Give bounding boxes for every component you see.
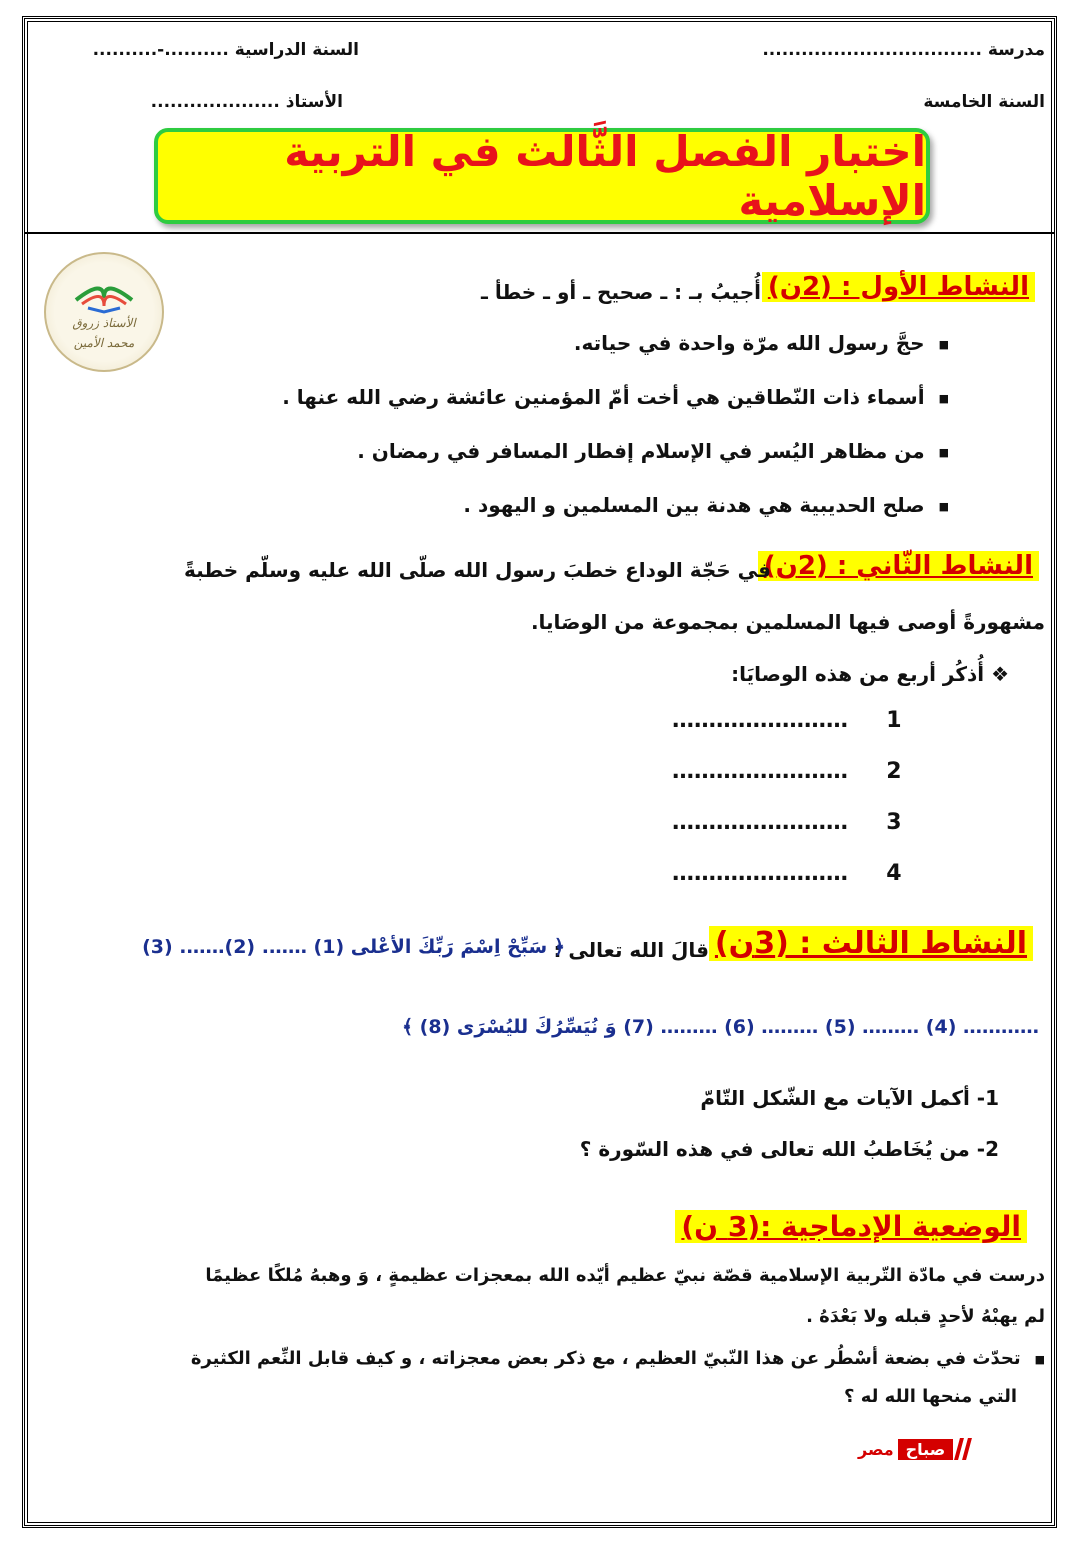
brand-country: مصر <box>858 1439 894 1459</box>
brand-name: صباح <box>898 1439 954 1460</box>
activity1-item: ■ حجَّ رسول الله مرّة واحدة في حياته. <box>574 331 949 355</box>
verse-line-2: ………… (4) ……… (5) ……… (6) ……… (7) وَ نُيَسِّرُكَ لليُسْرَى (8) ﴾ <box>401 1016 1039 1038</box>
answer-line-3: …………………… 3 <box>672 810 902 835</box>
activity2-text-line1: في حَجّة الوداع خطبَ رسول الله صلّى الله عليه وسلّم خطبةً <box>183 558 771 582</box>
exam-title: اختبار الفصل الثَّالث في التربية الإسلامية <box>284 127 926 225</box>
book-icon <box>46 260 162 320</box>
logo-line1: الأستاذ زروق <box>72 316 136 330</box>
answer-line-1: …………………… 1 <box>672 708 902 733</box>
school-field: مدرسة .................................. <box>762 40 1045 60</box>
brand-watermark <box>858 1436 969 1462</box>
activity1-heading: النشاط الأول : (2ن) <box>762 272 1035 302</box>
verse-line-1: ﴿ سَبِّحْ اِسْمَ رَبِّكَ الأعْلى (1) ……. (2)……. (3) <box>142 936 565 958</box>
integration-text-line1: درست في مادّة التّربية الإسلامية قصّة نبيّ عظيم أيّده الله بمعجزات عظيمةٍ ، وَ وهبهُ مُلكًا عظيمًا <box>205 1265 1045 1286</box>
activity2-text-line2: مشهورةً أوصى فيها المسلمين بمجموعة من الوصَايا. <box>530 610 1045 634</box>
grade-label: السنة الخامسة <box>923 92 1045 112</box>
header-divider <box>25 232 1054 234</box>
answer-line-4: …………………… 4 <box>672 861 902 886</box>
activity1-item: ■ من مظاهر اليُسر في الإسلام إفطار المسافر في رمضان . <box>357 439 949 463</box>
integration-text-line2: لم يهبْهُ لأحدٍ قبله ولا بَعْدَهُ . <box>806 1306 1045 1327</box>
activity3-question: 2- من يُخَاطبُ الله تعالى في هذه السّورة ؟ <box>579 1137 999 1161</box>
activity2-heading: النشاط الثّاني : (2ن) <box>758 551 1039 581</box>
exam-title-box <box>154 128 930 224</box>
activity1-item: ■ أسماء ذات النّطاقين هي أخت أمّ المؤمنين عائشة رضي الله عنها . <box>282 385 949 409</box>
answer-line-2: …………………… 2 <box>672 759 902 784</box>
page-frame <box>22 16 1057 1528</box>
integration-task-line2: التي منحها الله له ؟ <box>844 1386 1017 1407</box>
activity3-intro: قالَ الله تعالى : <box>553 938 709 962</box>
activity3-heading: النشاط الثالث : (3ن) <box>709 926 1033 961</box>
activity1-instruction: أُجيبُ بـ : ـ صحيح ـ أو ـ خطأ ـ <box>481 280 761 304</box>
school-year-field: السنة الدراسية ..........-.......... <box>92 40 359 60</box>
activity2-task: ❖ أُذكُر أربع من هذه الوصايَا: <box>731 662 1009 686</box>
integration-task-line1: ■ تحدّث في بضعة أسْطُر عن هذا النّبيّ العظيم ، مع ذكر بعض معجزاته ، و كيف قابل النِّعم الكثيرة <box>191 1348 1045 1369</box>
teacher-field: الأستاذ .................... <box>150 92 343 112</box>
activity1-item: ■ صلح الحديبية هي هدنة بين المسلمين و اليهود . <box>463 493 949 517</box>
activity3-question: 1- أكمل الآيات مع الشّكل التّامّ <box>700 1086 999 1110</box>
logo-line2: محمد الأمين <box>73 336 135 350</box>
teacher-logo <box>44 252 164 372</box>
integration-heading: الوضعية الإدماجية :(3 ن) <box>675 1210 1027 1243</box>
